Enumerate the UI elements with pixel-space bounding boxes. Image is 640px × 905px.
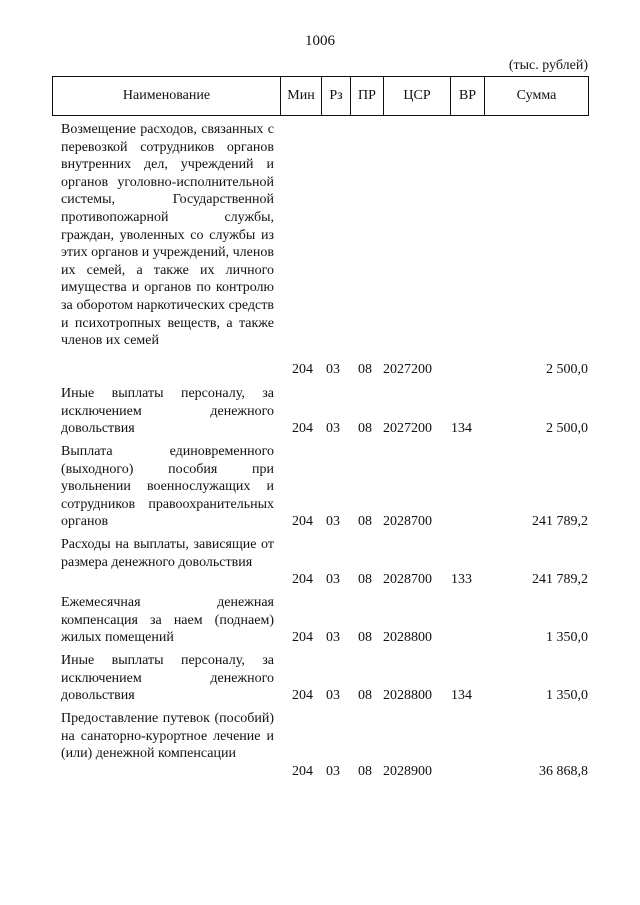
header-rz: Рз: [322, 77, 351, 116]
row-csr: 2027200: [383, 362, 432, 377]
row-csr: 2028700: [383, 572, 432, 587]
row-vr: 133: [451, 572, 472, 587]
row-rz: 03: [326, 572, 340, 587]
row-sum: 241 789,2: [532, 514, 588, 529]
row-min: 204: [292, 572, 313, 587]
row-vr: 134: [451, 688, 472, 703]
row-name: Расходы на выплаты, зависящие от размера денежного довольствия: [61, 537, 274, 570]
row-sum: 1 350,0: [546, 688, 588, 703]
header-name: Наименование: [53, 77, 281, 116]
row-name: Предоставление путевок (пособий) на санаторно-курортное лечение и (или) денежной компенсации: [61, 711, 274, 762]
header-pr: ПР: [351, 77, 384, 116]
row-name: Выплата единовременного (выходного) пособия при увольнении военнослужащих и сотрудников правоохранительных органов: [61, 444, 274, 530]
header-sum: Сумма: [485, 77, 589, 116]
row-min: 204: [292, 630, 313, 645]
row-sum: 2 500,0: [546, 362, 588, 377]
row-sum: 241 789,2: [532, 572, 588, 587]
row-csr: 2028900: [383, 764, 432, 779]
row-pr: 08: [358, 362, 372, 377]
row-rz: 03: [326, 362, 340, 377]
row-pr: 08: [358, 421, 372, 436]
row-min: 204: [292, 688, 313, 703]
row-name: Иные выплаты персоналу, за исключением денежного довольствия: [61, 386, 274, 437]
row-rz: 03: [326, 421, 340, 436]
row-pr: 08: [358, 514, 372, 529]
row-vr: 134: [451, 421, 472, 436]
row-rz: 03: [326, 688, 340, 703]
row-pr: 08: [358, 572, 372, 587]
row-pr: 08: [358, 764, 372, 779]
row-min: 204: [292, 421, 313, 436]
units-caption: (тыс. рублей): [508, 58, 588, 73]
page-number: 1006: [305, 33, 335, 49]
row-sum: 36 868,8: [539, 764, 588, 779]
row-min: 204: [292, 362, 313, 377]
row-min: 204: [292, 764, 313, 779]
row-rz: 03: [326, 630, 340, 645]
header-csr: ЦСР: [384, 77, 451, 116]
row-sum: 1 350,0: [546, 630, 588, 645]
row-pr: 08: [358, 688, 372, 703]
row-csr: 2028800: [383, 630, 432, 645]
row-sum: 2 500,0: [546, 421, 588, 436]
row-name: Иные выплаты персоналу, за исключением денежного довольствия: [61, 653, 274, 704]
header-vr: ВР: [451, 77, 485, 116]
header-min: Мин: [281, 77, 322, 116]
row-csr: 2028700: [383, 514, 432, 529]
row-rz: 03: [326, 764, 340, 779]
row-rz: 03: [326, 514, 340, 529]
row-csr: 2027200: [383, 421, 432, 436]
row-name: Возмещение расходов, связанных с перевозкой сотрудников органов внутренних дел, учреждений и органов уголовно-исполнительной системы, Государственной противопожарной службы, граждан, уволенных со службы из этих органов и учреждений, членов их семей, а также их личного имущества и органов по контролю за оборотом наркотических средств и психотропных веществ, а также членов их семей: [61, 122, 274, 349]
row-name: Ежемесячная денежная компенсация за наем (поднаем) жилых помещений: [61, 595, 274, 646]
row-min: 204: [292, 514, 313, 529]
row-pr: 08: [358, 630, 372, 645]
row-csr: 2028800: [383, 688, 432, 703]
